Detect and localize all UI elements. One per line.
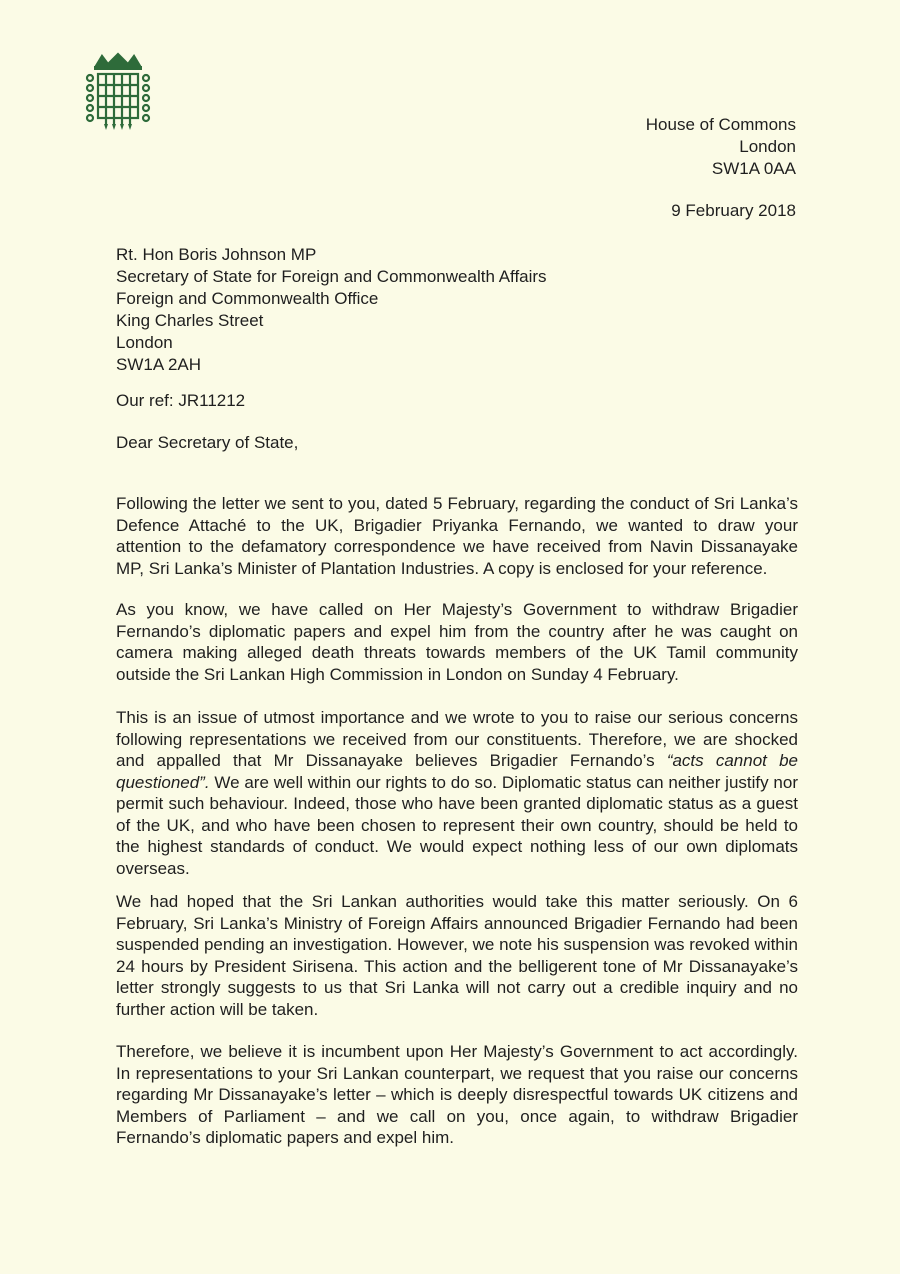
sender-address-line: SW1A 0AA: [711, 159, 796, 178]
sender-address-line: House of Commons: [645, 115, 796, 134]
body-paragraph: As you know, we have called on Her Majesty’s Government to withdraw Brigadier Fernando’s diplomatic papers and expel him from the country after he was caught on camera making alleged death threats towards members of the UK Tamil community outside the Sri Lankan High Commission in London on Sunday 4 February.: [116, 600, 798, 684]
recipient-line: Secretary of State for Foreign and Commonwealth Affairs: [116, 267, 547, 286]
body-paragraph: Following the letter we sent to you, dated 5 February, regarding the conduct of Sri Lanka’s Defence Attaché to the UK, Brigadier Priyanka Fernando, we wanted to draw your attention to the defamatory correspondence we have received from Navin Dissanayake MP, Sri Lanka’s Minister of Plantation Industries. A copy is enclosed for your reference.: [116, 494, 798, 578]
sender-address-line: London: [739, 137, 796, 156]
letter-date: 9 February 2018: [671, 201, 796, 220]
body-paragraph: Therefore, we believe it is incumbent upon Her Majesty’s Government to act accordingly. In representations to your Sri Lankan counterpart, we request that you raise our concerns regarding Mr Dissanayake’s letter – which is deeply disrespectful towards UK citizens and Members of Parliament – and we call on you, once again, to withdraw Brigadier Fernando’s diplomatic papers and expel him.: [116, 1042, 798, 1147]
recipient-line: London: [116, 333, 173, 352]
paragraph-text: We are well within our rights to do so. Diplomatic status can neither justify nor permit such behaviour. Indeed, those who have been granted diplomatic status as a guest of the UK, and who have been chosen to represent their own country, should be held to the highest standards of conduct. We would expect nothing less of our own diplomats overseas.: [116, 772, 798, 878]
body-paragraph: [116, 707, 798, 879]
sender-address: [646, 114, 796, 180]
recipient-address: [116, 244, 547, 376]
paragraph-text: This is an issue of utmost importance and we wrote to you to raise our serious concerns following representations we received from our constituents. Therefore, we are shocked and appalled that Mr Dissanayake believes Brigadier Fernando’s: [116, 708, 798, 770]
reference: Our ref: JR11212: [116, 391, 246, 410]
quoted-text: “acts cannot be questioned”.: [116, 751, 798, 792]
recipient-line: Rt. Hon Boris Johnson MP: [116, 245, 317, 264]
body-paragraph: We had hoped that the Sri Lankan authorities would take this matter seriously. On 6 February, Sri Lanka’s Ministry of Foreign Affairs announced Brigadier Fernando had been suspended pending an investigation. However, we note his suspension was revoked within 24 hours by President Sirisena. This action and the belligerent tone of Mr Dissanayake’s letter strongly suggests to us that Sri Lanka will not carry out a credible inquiry and no further action will be taken.: [116, 892, 798, 1019]
salutation: Dear Secretary of State,: [116, 433, 299, 452]
recipient-line: Foreign and Commonwealth Office: [116, 289, 379, 308]
portcullis-icon: [84, 52, 152, 132]
recipient-line: SW1A 2AH: [116, 355, 202, 374]
recipient-line: King Charles Street: [116, 311, 264, 330]
